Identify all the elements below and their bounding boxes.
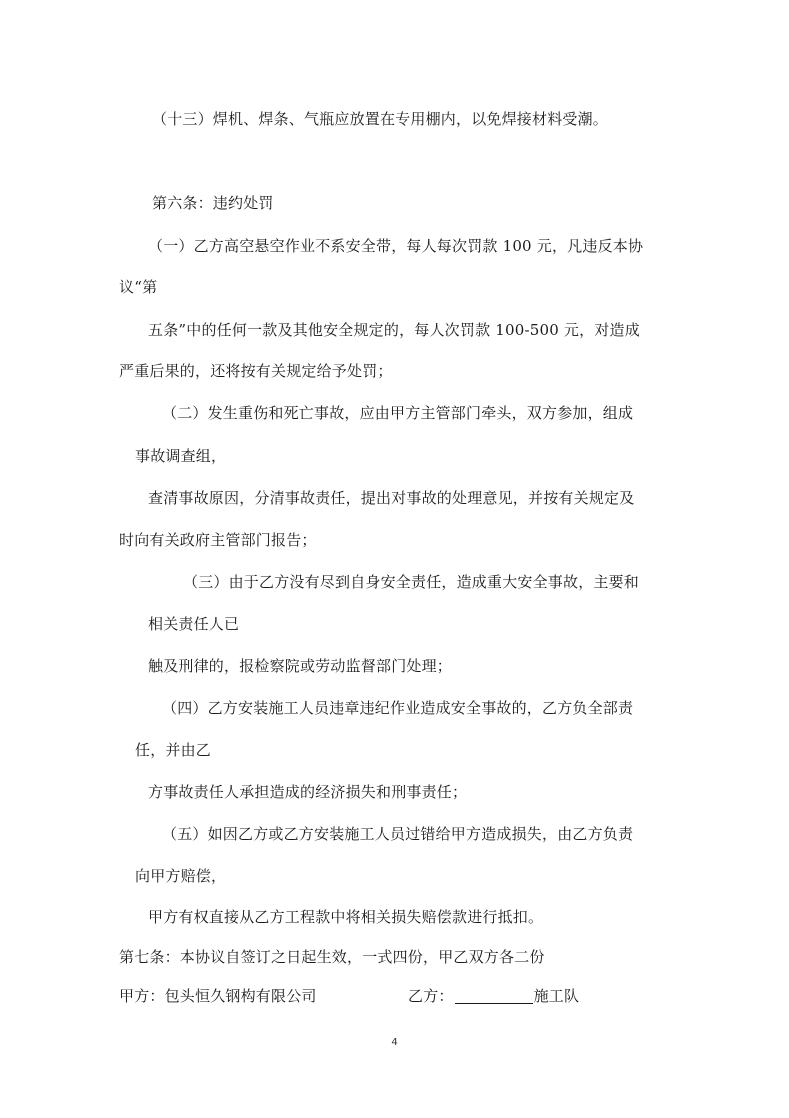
party-a-label: 甲方：包头恒久钢构有限公司 bbox=[119, 987, 317, 1005]
text-line: （五）如因乙方或乙方安装施工人员过错给甲方造成损失，由乙方负责 bbox=[162, 825, 634, 843]
text-line: （三）由于乙方没有尽到自身安全责任，造成重大安全事故，主要和 bbox=[183, 573, 640, 591]
signature-party-b bbox=[408, 986, 579, 1006]
text-line: 查清事故原因，分清事故责任，提出对事故的处理意见，并按有关规定及 bbox=[148, 489, 635, 507]
text-line: 第七条：本协议自签订之日起生效，一式四份，甲乙双方各二份 bbox=[119, 948, 545, 966]
text-line: 议“第 bbox=[119, 278, 158, 296]
text-line: 第六条：违约处罚 bbox=[152, 194, 274, 212]
text-line: 事故调查组， bbox=[135, 447, 227, 465]
party-b-suffix: 施工队 bbox=[533, 987, 580, 1005]
text-line: （二）发生重伤和死亡事故，应由甲方主管部门牵头，双方参加，组成 bbox=[162, 404, 634, 422]
text-line: （四）乙方安装施工人员违章违纪作业造成安全事故的，乙方负全部责 bbox=[162, 699, 634, 717]
text-line: 时向有关政府主管部门报告； bbox=[119, 531, 317, 549]
text-line: 甲方有权直接从乙方工程款中将相关损失赔偿款进行抵扣。 bbox=[148, 908, 544, 926]
text-line: 五条”中的任何一款及其他安全规定的，每人次罚款 100-500 元，对造成 bbox=[148, 321, 640, 339]
signature-party-a bbox=[119, 986, 317, 1006]
text-line: 任，并由乙 bbox=[135, 741, 212, 759]
text-line: （十三）焊机、焊条、气瓶应放置在专用棚内，以免焊接材料受潮。 bbox=[152, 110, 609, 128]
party-b-label: 乙方： bbox=[408, 987, 454, 1005]
text-line: 向甲方赔偿， bbox=[135, 867, 227, 885]
page-number: 4 bbox=[391, 1037, 398, 1048]
text-line: （一）乙方高空悬空作业不系安全带，每人每次罚款 100 元，凡违反本协 bbox=[148, 237, 644, 255]
party-b-blank-line bbox=[455, 987, 533, 1004]
text-line: 方事故责任人承担造成的经济损失和刑事责任； bbox=[148, 783, 468, 801]
text-line: 相关责任人已 bbox=[148, 615, 240, 633]
text-line: 严重后果的，还将按有关规定给予处罚； bbox=[119, 362, 393, 380]
text-line: 触及刑律的，报检察院或劳动监督部门处理； bbox=[148, 657, 453, 675]
